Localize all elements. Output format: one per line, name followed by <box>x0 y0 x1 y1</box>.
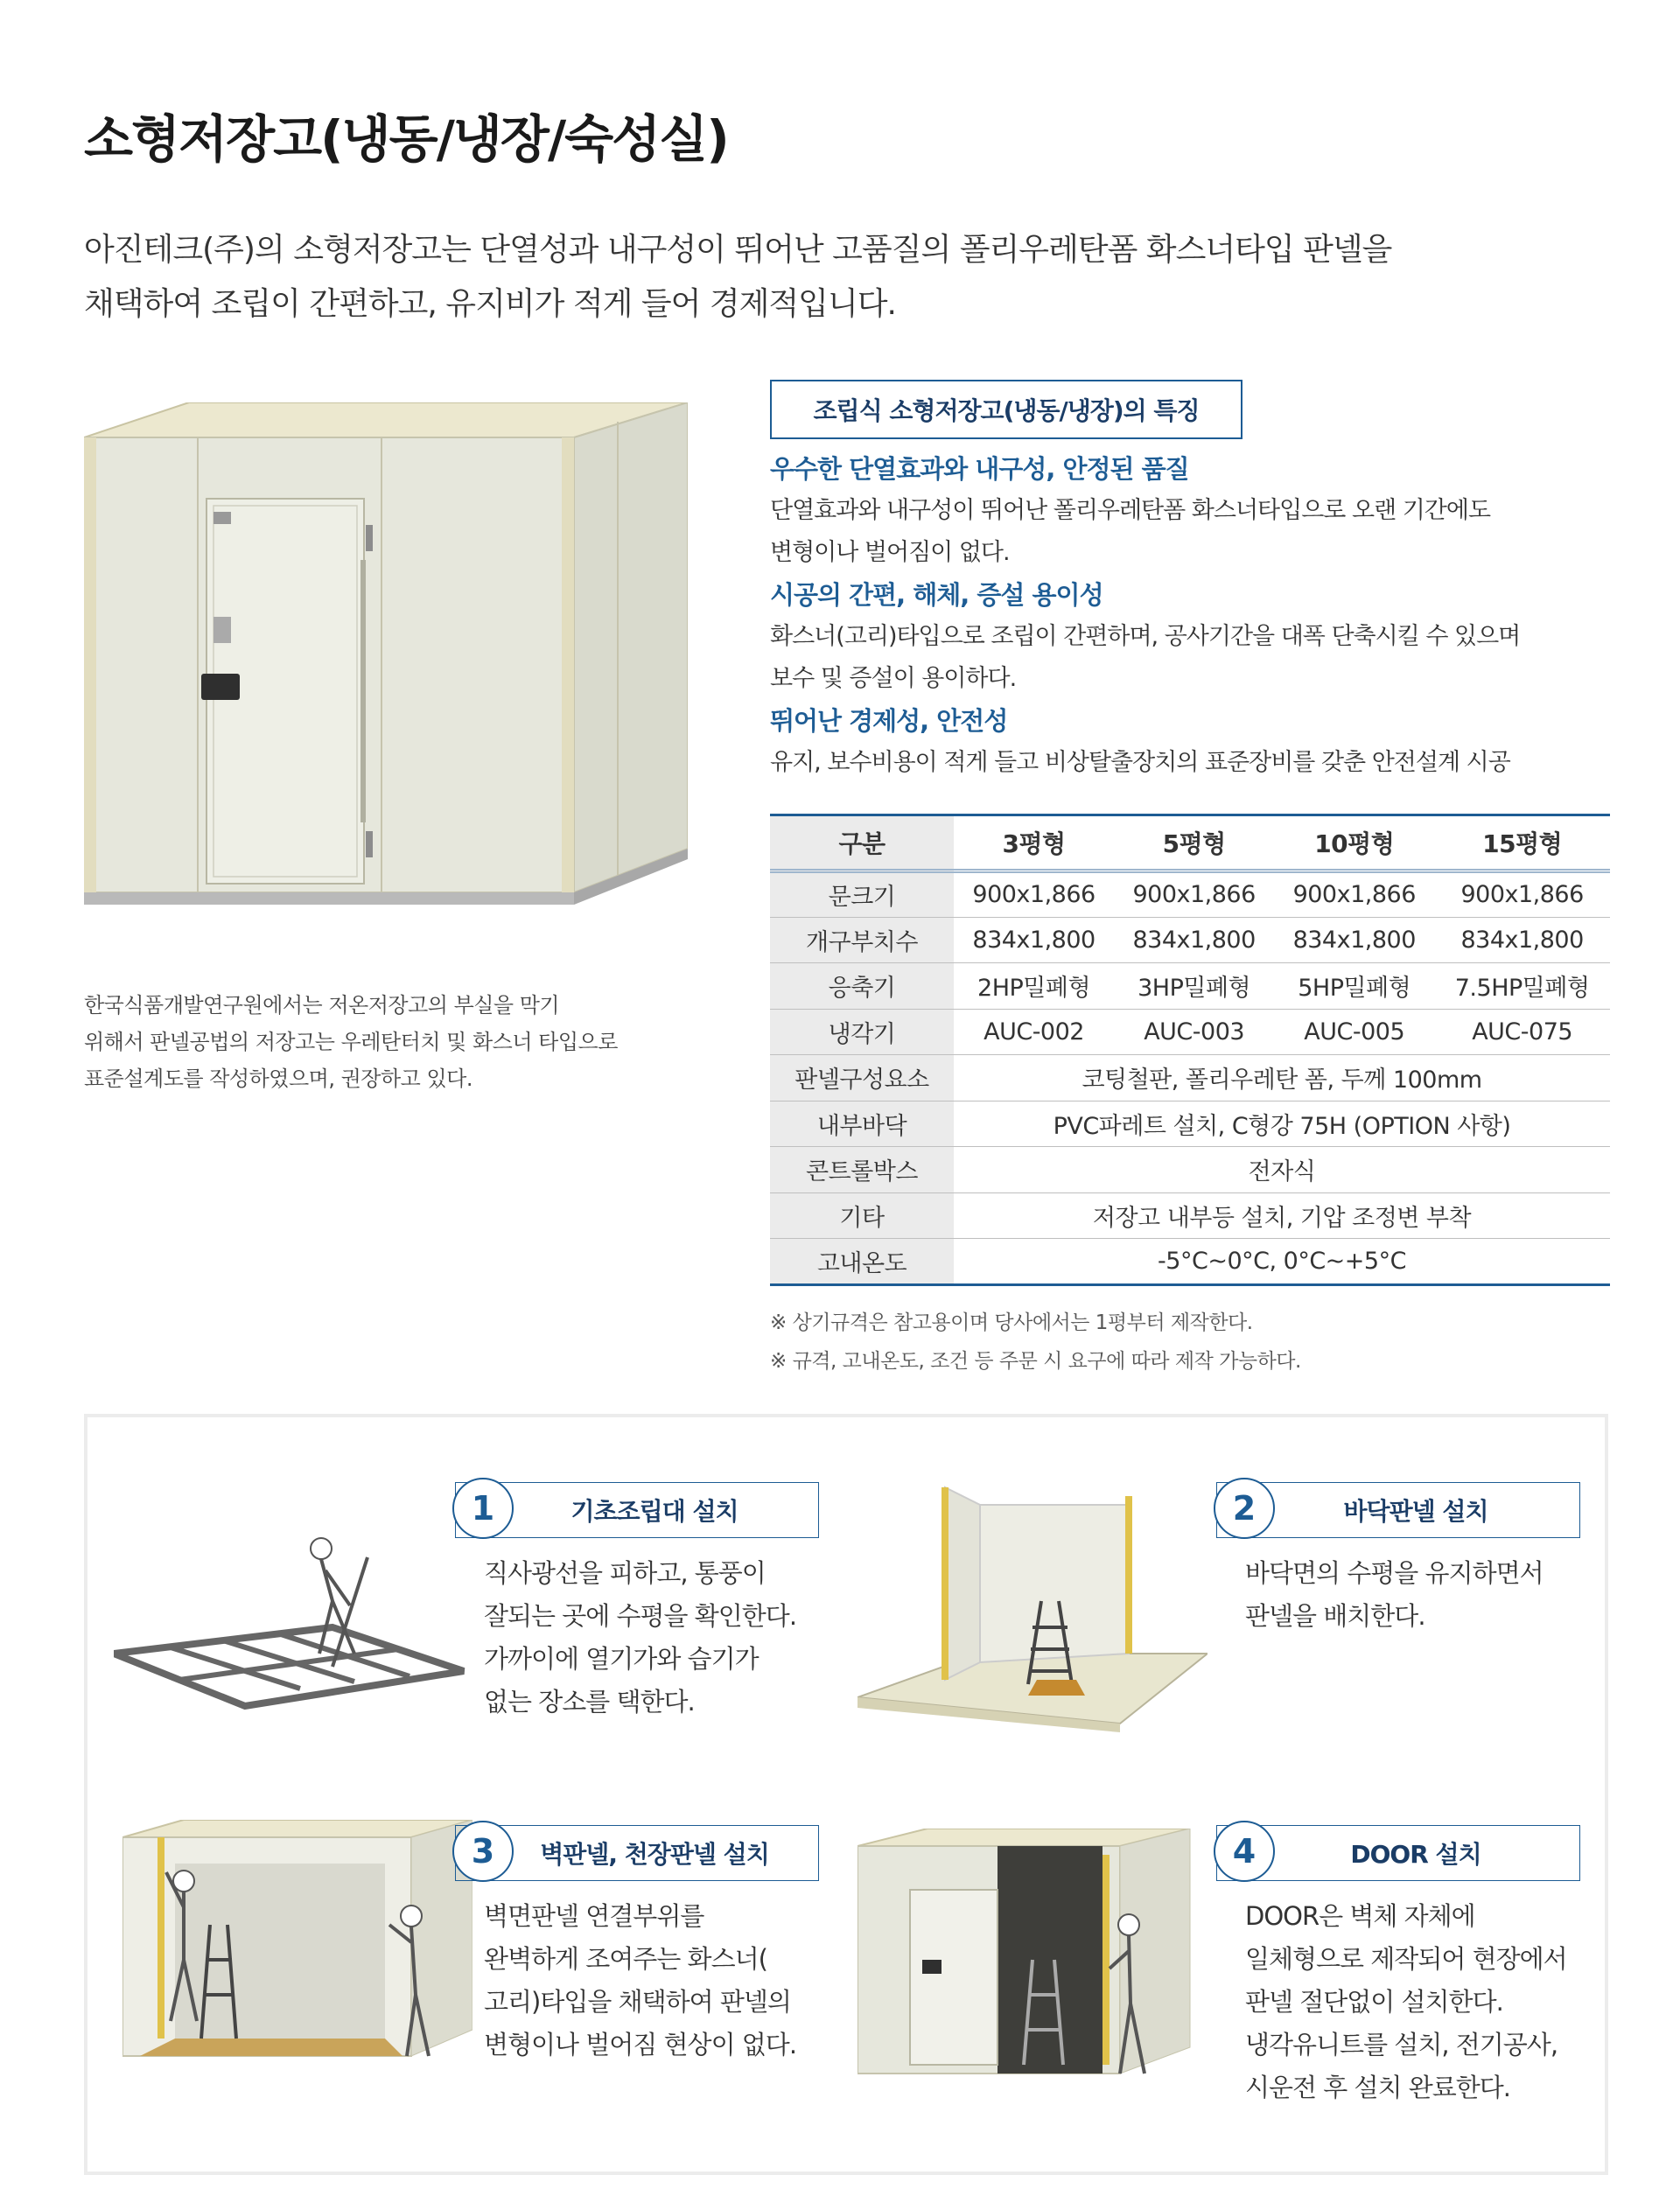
step-title: 바닥판넬 설치 <box>1343 1497 1488 1526</box>
table-row <box>770 963 1610 1010</box>
step-number: 4 <box>1214 1821 1275 1882</box>
table-cell-merged: 코팅철판, 폴리우레탄 폼, 두께 100mm <box>954 1055 1610 1102</box>
step-number: 2 <box>1214 1478 1275 1539</box>
table-cell: 834x1,800 <box>954 917 1114 963</box>
table-cell: 834x1,800 <box>1274 917 1434 963</box>
table-header: 10평형 <box>1274 815 1434 871</box>
table-row <box>770 1101 1610 1147</box>
table-row <box>770 917 1610 963</box>
intro-line: 아진테크(주)의 소형저장고는 단열성과 내구성이 뛰어난 고품질의 폴리우레탄폼 화스너타입 판넬을 <box>84 232 1392 268</box>
installation-steps <box>84 1414 1608 2175</box>
step-line: DOOR은 벽체 자체에 <box>1245 1901 1475 1931</box>
step-4-header <box>1216 1825 1580 1881</box>
row-label: 판넬구성요소 <box>770 1055 954 1102</box>
step-line: 냉각유니트를 설치, 전기공사, <box>1245 2030 1558 2060</box>
table-cell: 834x1,800 <box>1114 917 1274 963</box>
step-title: 기초조립대 설치 <box>570 1497 738 1526</box>
table-cell: AUC-075 <box>1434 1009 1610 1055</box>
caption-line: 표준설계도를 작성하였으며, 권장하고 있다. <box>84 1067 472 1091</box>
row-label: 냉각기 <box>770 1009 954 1055</box>
row-label: 응축기 <box>770 963 954 1010</box>
table-cell-merged: 전자식 <box>954 1147 1610 1193</box>
row-label: 문크기 <box>770 871 954 918</box>
table-row <box>770 871 1610 918</box>
page-title: 소형저장고(냉동/냉장/숙성실) <box>84 109 728 169</box>
step-line: 잘되는 곳에 수평을 확인한다. <box>484 1601 797 1631</box>
cold-storage-photo <box>84 402 688 919</box>
table-cell-merged: PVC파레트 설치, C형강 75H (OPTION 사항) <box>954 1101 1610 1147</box>
step-line: 일체형으로 제작되어 현장에서 <box>1245 1944 1567 1974</box>
feature-body: 유지, 보수비용이 적게 들고 비상탈출장치의 표준장비를 갖춘 안전설계 시공 <box>770 749 1510 776</box>
wall-panel-illustration <box>122 1820 472 2074</box>
step-number: 1 <box>452 1478 514 1539</box>
table-header-row <box>770 815 1610 871</box>
feature-item <box>770 448 1610 574</box>
feature-body: 단열효과와 내구성이 뛰어난 폴리우레탄폼 화스너타입으로 오랜 기간에도 <box>770 497 1491 524</box>
step-line: 시운전 후 설치 완료한다. <box>1245 2073 1511 2102</box>
caption-line: 한국식품개발연구원에서는 저온저장고의 부실을 막기 <box>84 993 560 1018</box>
step-line: 완벽하게 조여주는 화스너( <box>484 1944 767 1974</box>
step-line: 가까이에 열기가와 습기가 <box>484 1644 759 1674</box>
step-line: 없는 장소를 택한다. <box>484 1687 695 1717</box>
table-cell: 7.5HP밀폐형 <box>1434 963 1610 1010</box>
table-cell: 900x1,866 <box>1274 871 1434 918</box>
step-3-header <box>455 1825 819 1881</box>
step-1-header <box>455 1482 819 1538</box>
step-line: 변형이나 벌어짐 현상이 없다. <box>484 2030 797 2060</box>
table-cell: AUC-002 <box>954 1009 1114 1055</box>
step-1-description <box>484 1552 796 1724</box>
table-cell: 5HP밀폐형 <box>1274 963 1434 1010</box>
row-label: 콘트롤박스 <box>770 1147 954 1193</box>
table-cell: 3HP밀폐형 <box>1114 963 1274 1010</box>
feature-item <box>770 700 1610 784</box>
step-line: 직사광선을 피하고, 통풍이 <box>484 1558 766 1588</box>
feature-body: 변형이나 벌어짐이 없다. <box>770 539 1010 566</box>
note-line: ※ 상기규격은 참고용이며 당사에서는 1평부터 제작한다. <box>770 1311 1253 1334</box>
table-cell: AUC-003 <box>1114 1009 1274 1055</box>
step-line: 벽면판넬 연결부위를 <box>484 1901 704 1931</box>
table-cell: 900x1,866 <box>1114 871 1274 918</box>
caption-line: 위해서 판넬공법의 저장고는 우레탄터치 및 화스너 타입으로 <box>84 1030 618 1054</box>
table-cell: 900x1,866 <box>1434 871 1610 918</box>
table-row <box>770 1055 1610 1102</box>
step-number: 3 <box>452 1821 514 1882</box>
door-install-illustration <box>858 1829 1208 2091</box>
step-line: 판넬을 배치한다. <box>1245 1601 1425 1631</box>
photo-caption <box>84 987 696 1097</box>
step-line: 고리)타입을 채택하여 판넬의 <box>484 1987 791 2017</box>
row-label: 내부바닥 <box>770 1101 954 1147</box>
step-4-description <box>1245 1895 1567 2109</box>
step-3-description <box>484 1895 796 2067</box>
table-cell: 834x1,800 <box>1434 917 1610 963</box>
features-list <box>770 448 1610 784</box>
table-header: 3평형 <box>954 815 1114 871</box>
feature-body: 화스너(고리)타입으로 조립이 간편하며, 공사기간을 대폭 단축시킬 수 있으며 <box>770 623 1521 650</box>
table-cell-merged: 저장고 내부등 설치, 기압 조정변 부착 <box>954 1192 1610 1239</box>
features-title-box: 조립식 소형저장고(냉동/냉장)의 특징 <box>770 380 1242 439</box>
row-label: 개구부치수 <box>770 917 954 963</box>
feature-heading: 시공의 간편, 해체, 증설 용이성 <box>770 580 1103 610</box>
row-label: 고내온도 <box>770 1239 954 1285</box>
floor-panel-illustration <box>858 1479 1208 1741</box>
step-title: DOOR 설치 <box>1350 1840 1481 1869</box>
step-line: 판넬 절단없이 설치한다. <box>1245 1987 1503 2017</box>
table-row <box>770 1147 1610 1193</box>
note-line: ※ 규격, 고내온도, 조건 등 주문 시 요구에 따라 제작 가능하다. <box>770 1350 1301 1373</box>
table-header: 5평형 <box>1114 815 1274 871</box>
table-cell-merged: -5°C~0°C, 0°C~+5°C <box>954 1239 1610 1285</box>
table-row <box>770 1192 1610 1239</box>
row-label: 기타 <box>770 1192 954 1239</box>
step-line: 바닥면의 수평을 유지하면서 <box>1245 1558 1544 1588</box>
table-row <box>770 1009 1610 1055</box>
intro-line: 채택하여 조립이 간편하고, 유지비가 적게 들어 경제적입니다. <box>84 286 896 322</box>
feature-heading: 우수한 단열효과와 내구성, 안정된 품질 <box>770 454 1189 484</box>
spec-table <box>770 814 1610 1286</box>
base-frame-illustration <box>114 1522 481 1732</box>
intro-text <box>84 223 1624 332</box>
table-header: 15평형 <box>1434 815 1610 871</box>
table-header: 구분 <box>770 815 954 871</box>
step-title: 벽판넬, 천장판넬 설치 <box>540 1840 769 1869</box>
step-2-header <box>1216 1482 1580 1538</box>
table-row <box>770 1239 1610 1285</box>
feature-body: 보수 및 증설이 용이하다. <box>770 665 1017 692</box>
table-notes <box>770 1304 1301 1381</box>
table-cell: AUC-005 <box>1274 1009 1434 1055</box>
table-cell: 900x1,866 <box>954 871 1114 918</box>
feature-heading: 뛰어난 경제성, 안전성 <box>770 706 1008 736</box>
table-cell: 2HP밀폐형 <box>954 963 1114 1010</box>
feature-item <box>770 574 1610 700</box>
step-2-description <box>1245 1552 1544 1638</box>
